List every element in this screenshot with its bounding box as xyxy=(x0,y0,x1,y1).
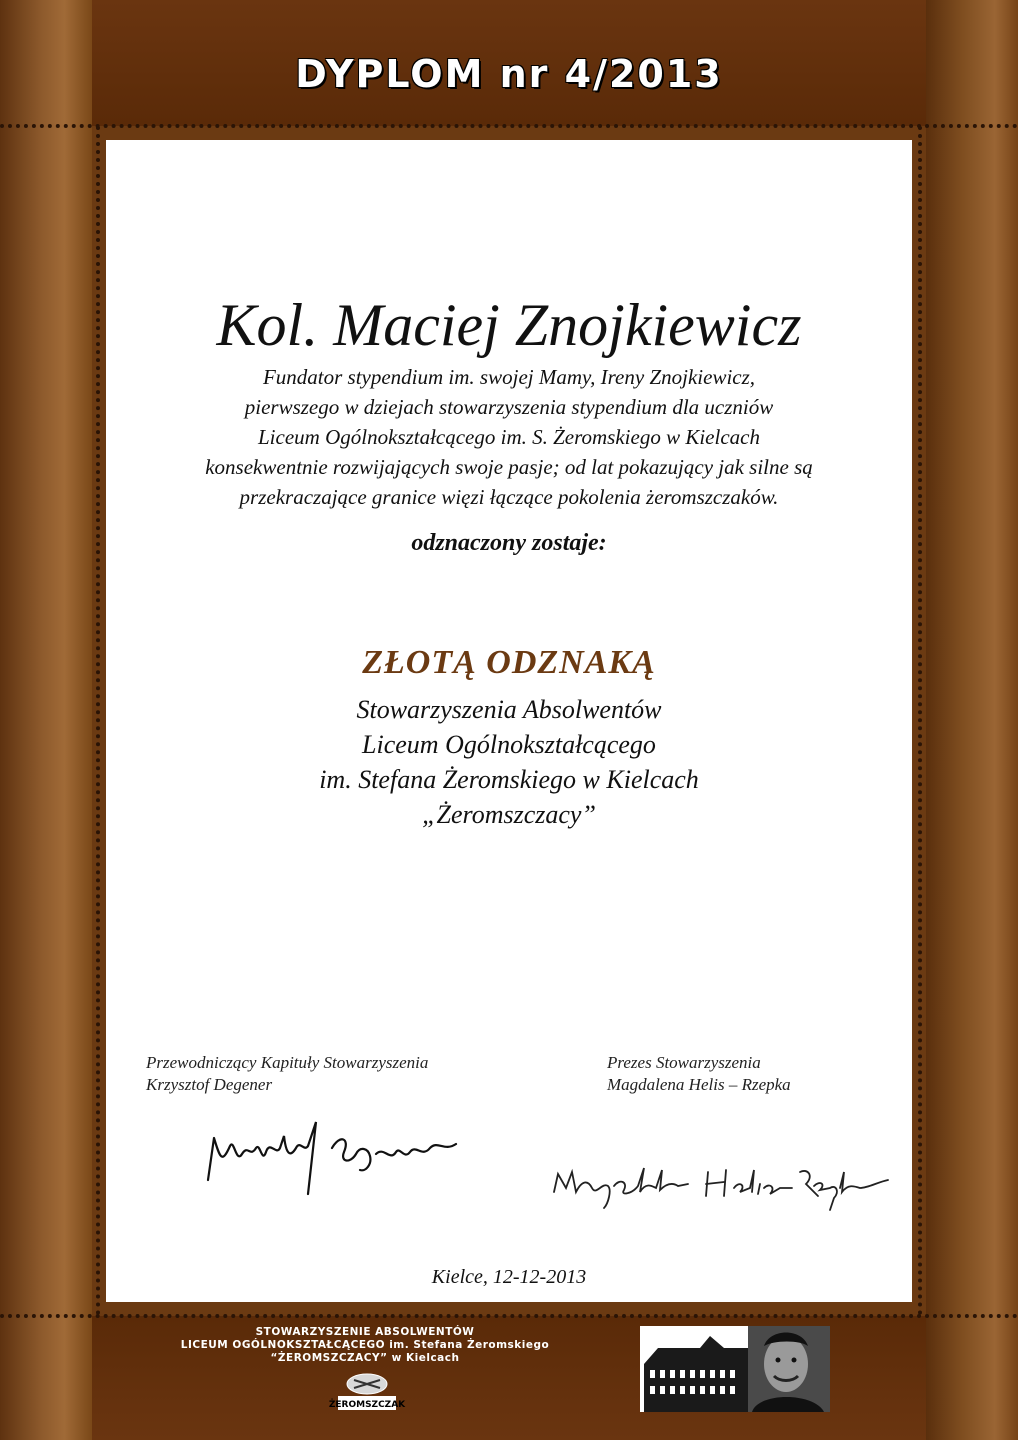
signature-role: Przewodniczący Kapituły Stowarzyszenia xyxy=(146,1053,429,1072)
school-building-and-portrait-icon xyxy=(640,1326,830,1412)
award-title: ZŁOTĄ ODZNAKĄ xyxy=(362,644,656,681)
zeromszczak-logo-icon xyxy=(328,1370,406,1414)
description-line: pierwszego w dziejach stowarzyszenia stypendium dla uczniów xyxy=(244,395,774,419)
description-line: Fundator stypendium im. swojej Mamy, Ireny Znojkiewicz, xyxy=(262,365,756,389)
handwritten-signature-chairman xyxy=(200,1118,470,1198)
award-org-line: Liceum Ogólnokształcącego xyxy=(362,730,656,759)
footer-organization xyxy=(150,1326,580,1365)
footer-line: STOWARZYSZENIE ABSOLWENTÓW xyxy=(255,1326,475,1338)
description-line: przekraczające granice więzi łączące pokolenia żeromszczaków. xyxy=(239,485,779,509)
footer-line: LICEUM OGÓLNOKSZTAŁCĄCEGO im. Stefana Żeromskiego xyxy=(180,1339,550,1351)
diploma-title: DYPLOM nr 4/2013 xyxy=(295,52,723,96)
award-org-line: im. Stefana Żeromskiego w Kielcach xyxy=(319,765,699,794)
signature-block-chairman xyxy=(146,1052,428,1096)
place-and-date: Kielce, 12-12-2013 xyxy=(431,1266,587,1288)
footer-line: “ŻEROMSZCZACY” w Kielcach xyxy=(270,1352,460,1364)
award-organization xyxy=(0,692,1018,832)
recipient-name: Kol. Maciej Znojkiewicz xyxy=(216,292,802,358)
handwritten-signature-president xyxy=(548,1158,893,1218)
signature-name: Krzysztof Degener xyxy=(146,1075,273,1094)
awarded-text: odznaczony zostaje: xyxy=(411,530,607,556)
signature-name: Magdalena Helis – Rzepka xyxy=(607,1075,791,1094)
description-line: konsekwentnie rozwijających swoje pasje; od lat pokazujący jak silne są xyxy=(205,455,813,479)
signature-role: Prezes Stowarzyszenia xyxy=(607,1053,761,1072)
stitch-bottom xyxy=(0,1314,1018,1318)
logo-text: ŻEROMSZCZAK xyxy=(328,1400,406,1410)
award-org-line: „Żeromszczacy” xyxy=(422,800,596,829)
recipient-description xyxy=(0,362,1018,512)
award-org-line: Stowarzyszenia Absolwentów xyxy=(356,695,662,724)
description-line: Liceum Ogólnokształcącego im. S. Żeromskiego w Kielcach xyxy=(258,425,760,449)
signature-block-president xyxy=(607,1052,791,1096)
stitch-top xyxy=(0,124,1018,128)
